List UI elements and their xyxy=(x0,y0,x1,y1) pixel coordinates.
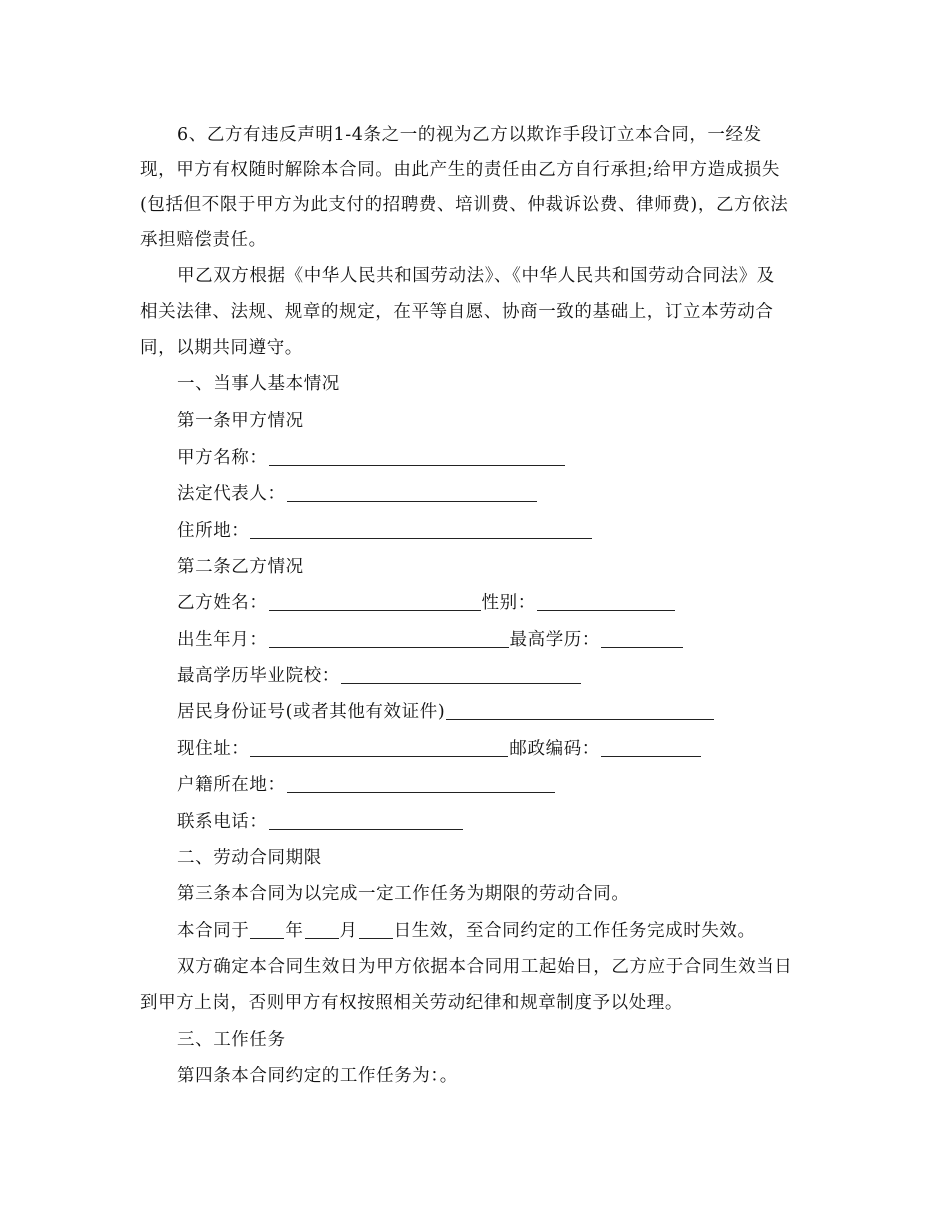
text-segment: 日生效，至合同约定的工作任务完成时失效。 xyxy=(393,921,756,941)
paragraph-line: 相关法律、法规、规章的规定，在平等自愿、协商一致的基础上，订立本劳动合 xyxy=(140,302,774,322)
paragraph-line: 现，甲方有权随时解除本合同。由此产生的责任由乙方自行承担;给甲方造成损失 xyxy=(140,160,780,180)
paragraph-line: 双方确定本合同生效日为甲方依据本合同用工起始日，乙方应于合同生效当日 xyxy=(177,957,793,977)
field-label: 户籍所在地： xyxy=(177,775,286,795)
household-row xyxy=(177,767,857,803)
current-address-blank[interactable] xyxy=(250,736,508,757)
article-title: 第二条乙方情况 xyxy=(177,557,304,577)
legal-rep-row xyxy=(177,476,857,512)
legal-rep-blank[interactable] xyxy=(287,481,537,502)
phone-row xyxy=(177,804,857,840)
effective-date-row xyxy=(177,913,857,949)
article-title: 第四条本合同约定的工作任务为：。 xyxy=(177,1066,458,1086)
field-label: 最高学历： xyxy=(509,630,600,650)
year-blank[interactable] xyxy=(250,918,284,939)
phone-blank[interactable] xyxy=(269,809,463,830)
party-a-name-blank[interactable] xyxy=(269,445,565,466)
field-label: 乙方姓名： xyxy=(177,593,268,613)
article-title: 第三条本合同为以完成一定工作任务为期限的劳动合同。 xyxy=(177,884,630,904)
article-title: 第一条甲方情况 xyxy=(177,411,304,431)
birth-blank[interactable] xyxy=(269,627,509,648)
postcode-blank[interactable] xyxy=(601,736,701,757)
field-label: 甲方名称： xyxy=(177,448,268,468)
text-segment: 年 xyxy=(285,921,304,941)
party-b-name-row xyxy=(177,585,857,621)
school-blank[interactable] xyxy=(341,663,581,684)
education-blank[interactable] xyxy=(601,627,683,648)
paragraph-line: 到甲方上岗，否则甲方有权按照相关劳动纪律和规章制度予以处理。 xyxy=(140,993,683,1013)
text-segment: 本合同于 xyxy=(177,921,250,941)
field-label: 邮政编码： xyxy=(509,739,600,759)
birth-row xyxy=(177,622,857,658)
id-row xyxy=(177,694,857,730)
text-segment: 月 xyxy=(339,921,358,941)
field-label: 居民身份证号(或者其他有效证件) xyxy=(177,702,446,722)
month-blank[interactable] xyxy=(305,918,339,939)
household-blank[interactable] xyxy=(287,772,555,793)
paragraph-line: 承担赔偿责任。 xyxy=(140,230,267,250)
address-blank[interactable] xyxy=(250,518,592,539)
section-heading: 一、当事人基本情况 xyxy=(177,374,340,394)
field-label: 现住址： xyxy=(177,739,250,759)
paragraph-line: 6、乙方有违反声明1-4条之一的视为乙方以欺诈手段订立本合同，一经发 xyxy=(177,125,762,145)
field-label: 最高学历毕业院校： xyxy=(177,666,340,686)
gender-blank[interactable] xyxy=(537,590,675,611)
id-blank[interactable] xyxy=(446,699,714,720)
field-label: 住所地： xyxy=(177,521,250,541)
section-heading: 三、工作任务 xyxy=(177,1030,286,1050)
day-blank[interactable] xyxy=(359,918,393,939)
school-row xyxy=(177,658,857,694)
paragraph-line: 甲乙双方根据《中华人民共和国劳动法》、《中华人民共和国劳动合同法》及 xyxy=(177,266,775,286)
field-label: 联系电话： xyxy=(177,812,268,832)
current-address-row xyxy=(177,731,857,767)
field-label: 性别： xyxy=(481,593,536,613)
party-b-name-blank[interactable] xyxy=(269,590,481,611)
field-label: 法定代表人： xyxy=(177,484,286,504)
section-heading: 二、劳动合同期限 xyxy=(177,848,322,868)
party-a-name-row xyxy=(177,440,857,476)
paragraph-line: (包括但不限于甲方为此支付的招聘费、培训费、仲裁诉讼费、律师费)，乙方依法 xyxy=(140,195,789,215)
address-row xyxy=(177,513,857,549)
field-label: 出生年月： xyxy=(177,630,268,650)
paragraph-line: 同，以期共同遵守。 xyxy=(140,338,303,358)
